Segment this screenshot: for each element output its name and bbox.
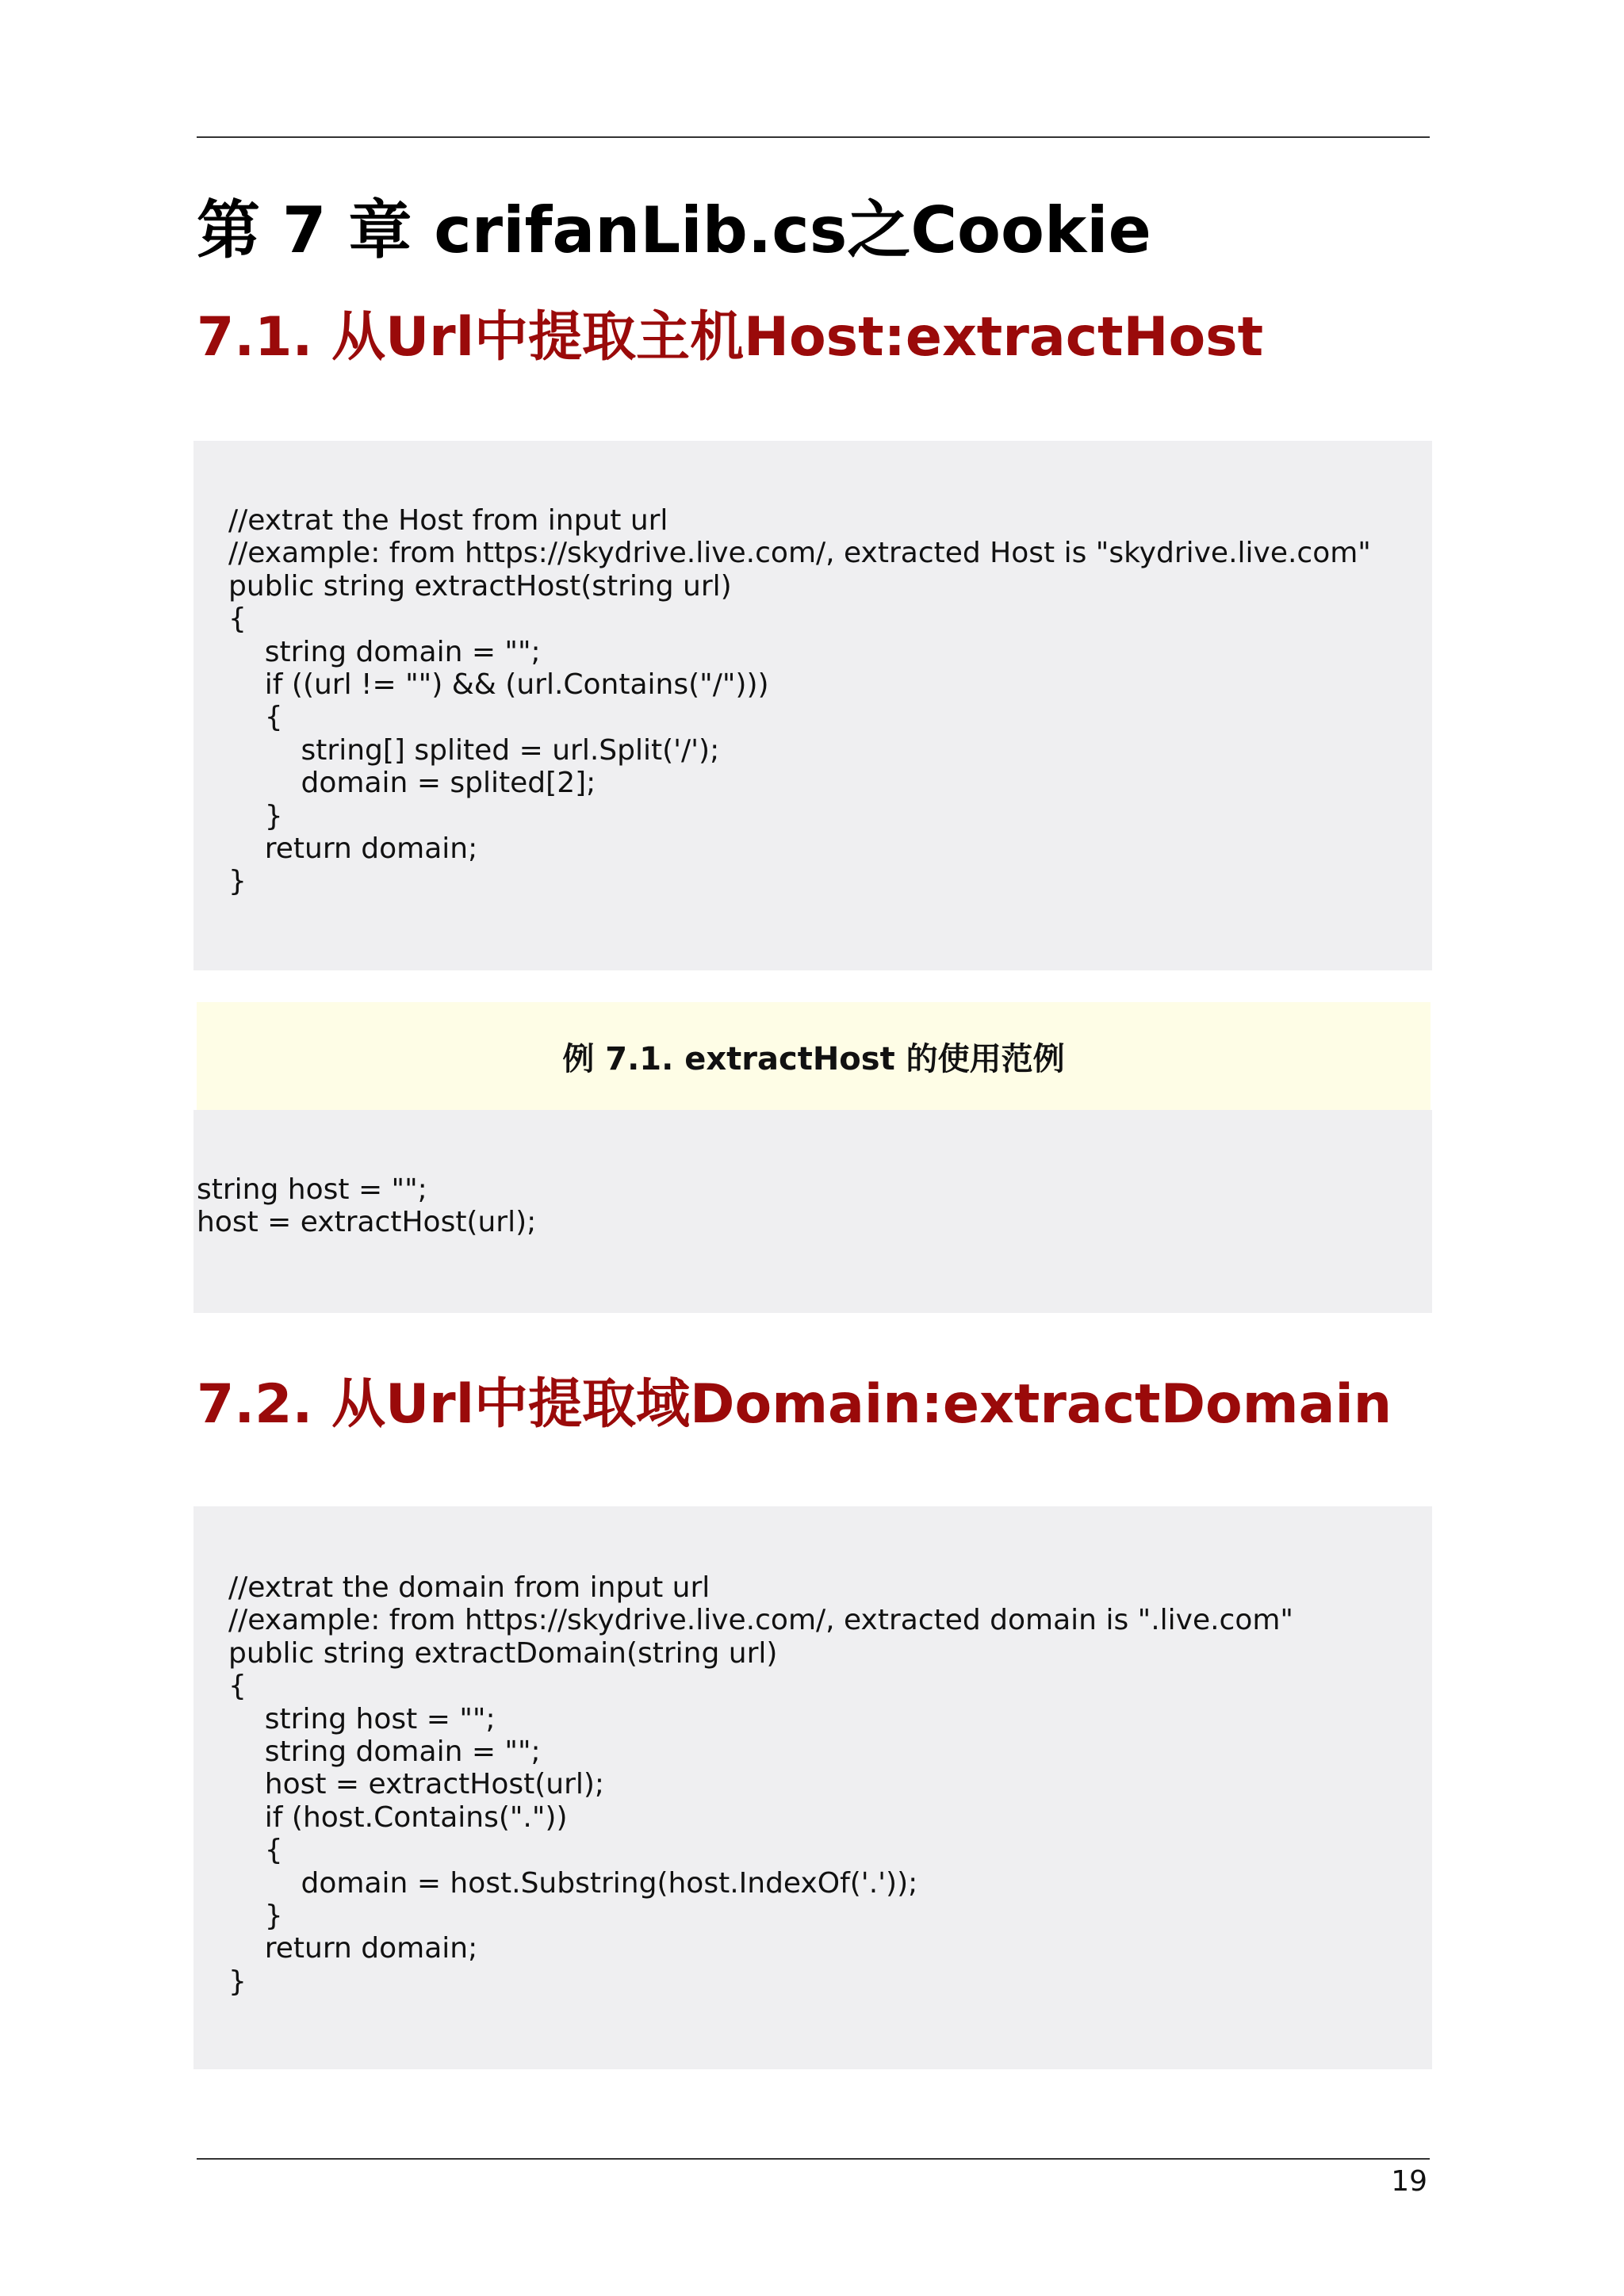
section-title-extract-domain: 7.2. 从Url中提取域Domain:extractDomain <box>197 1373 1392 1436</box>
code-block-extract-host <box>193 441 1432 970</box>
page-number: 19 <box>1391 2165 1427 2198</box>
chapter-title: 第 7 章 crifanLib.cs之Cookie <box>197 193 1151 267</box>
code-text: //extrat the domain from input url //example: from https://skydrive.live.com/, extracted domain is ".live.com" public string extractDomain(string url) { string host = ""; string domain = ""; host = extractHost(url); if (host.Contains(".")) { domain = host.Substring(host.IndexOf('.')); } return domain; } <box>228 1571 1293 1998</box>
example-title-bar <box>197 1002 1431 1110</box>
code-text: //extrat the Host from input url //example: from https://skydrive.live.com/, extracted Host is "skydrive.live.com" public string extractHost(string url) { string domain = ""; if ((url != "") && (url.Contains("/"))) { string[] splited = url.Split('/'); domain = splited[2]; } return domain; } <box>228 504 1371 898</box>
section-title-extract-host: 7.1. 从Url中提取主机Host:extractHost <box>197 306 1264 369</box>
header-rule <box>197 136 1430 138</box>
code-block-extract-domain <box>193 1506 1432 2069</box>
footer-rule <box>197 2158 1430 2160</box>
code-block-example-usage <box>193 1110 1432 1313</box>
example-title: 例 7.1. extractHost 的使用范例 <box>562 1040 1065 1077</box>
code-text: string host = ""; host = extractHost(url); <box>197 1173 537 1239</box>
